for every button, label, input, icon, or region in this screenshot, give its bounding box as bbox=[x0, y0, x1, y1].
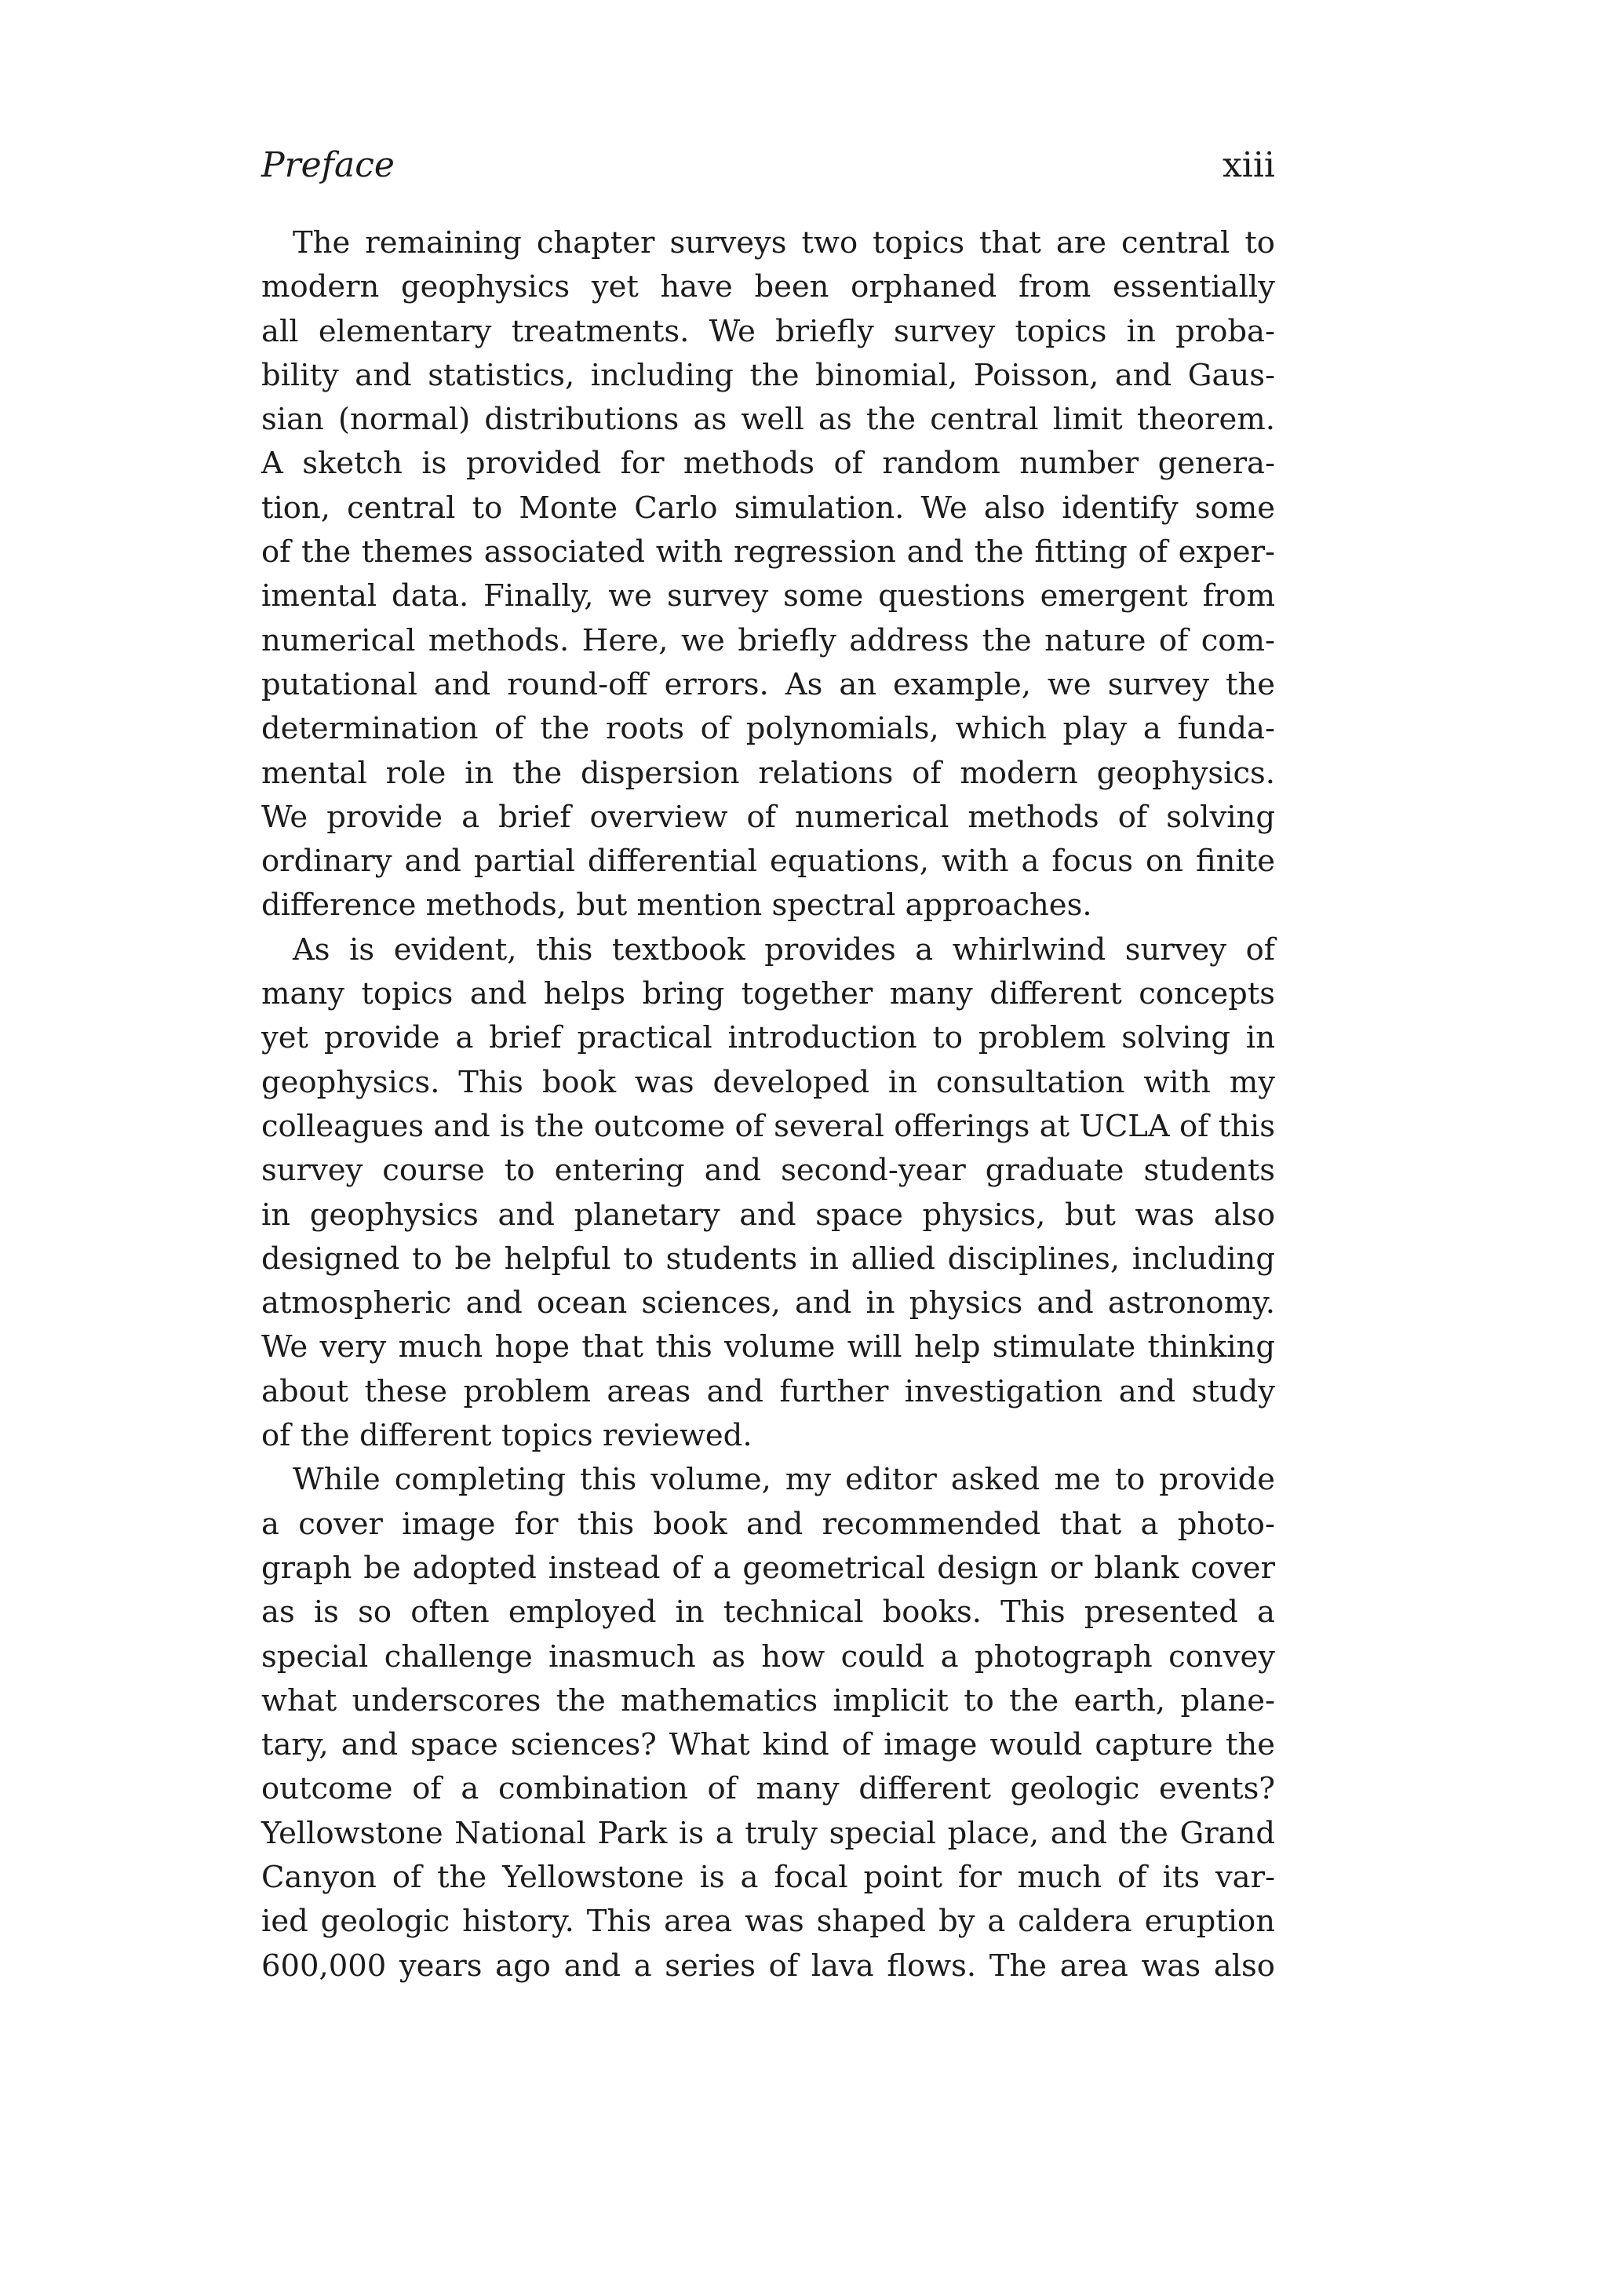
text-line: ied geologic history. This area was shaped by a caldera eruption bbox=[261, 1904, 1275, 1940]
text-line: ordinary and partial differential equations, with a focus on finite bbox=[261, 844, 1275, 880]
body-text bbox=[261, 221, 1275, 1988]
text-line: tary, and space sciences? What kind of image would capture the bbox=[261, 1727, 1275, 1763]
running-title: Preface bbox=[261, 145, 395, 185]
text-line: colleagues and is the outcome of several offerings at UCLA of this bbox=[261, 1108, 1275, 1144]
text-line: We provide a brief overview of numerical methods of solving bbox=[261, 799, 1275, 835]
text-line: tion, central to Monte Carlo simulation. We also identify some bbox=[261, 490, 1275, 526]
text-line: a cover image for this book and recommended that a photo- bbox=[261, 1506, 1275, 1542]
text-line: yet provide a brief practical introduction to problem solving in bbox=[261, 1020, 1275, 1056]
text-line: mental role in the dispersion relations of modern geophysics. bbox=[261, 755, 1275, 791]
paragraph bbox=[261, 221, 1275, 928]
text-line: geophysics. This book was developed in consultation with my bbox=[261, 1064, 1275, 1100]
text-line: in geophysics and planetary and space physics, but was also bbox=[261, 1197, 1275, 1233]
paragraph bbox=[261, 1458, 1275, 1988]
text-line: bility and statistics, including the binomial, Poisson, and Gaus- bbox=[261, 357, 1275, 393]
text-line: atmospheric and ocean sciences, and in physics and astronomy. bbox=[261, 1285, 1275, 1321]
text-line: determination of the roots of polynomials, which play a funda- bbox=[261, 711, 1275, 747]
running-head bbox=[261, 145, 1275, 192]
text-line: survey course to entering and second-year graduate students bbox=[261, 1153, 1275, 1189]
text-line: special challenge inasmuch as how could a photograph convey bbox=[261, 1638, 1275, 1675]
text-line: As is evident, this textbook provides a whirlwind survey of bbox=[293, 931, 1275, 968]
text-line: about these problem areas and further investigation and study bbox=[261, 1373, 1275, 1409]
text-line: putational and round-off errors. As an example, we survey the bbox=[261, 666, 1275, 702]
text-line: designed to be helpful to students in allied disciplines, including bbox=[261, 1241, 1275, 1277]
text-line: A sketch is provided for methods of random number genera- bbox=[261, 446, 1275, 482]
text-line: imental data. Finally, we survey some questions emergent from bbox=[261, 578, 1275, 614]
text-line: as is so often employed in technical books. This presented a bbox=[261, 1594, 1275, 1631]
text-line: of the different topics reviewed. bbox=[261, 1418, 752, 1454]
text-line: We very much hope that this volume will help stimulate thinking bbox=[261, 1329, 1275, 1365]
paragraph bbox=[261, 928, 1275, 1459]
text-line: 600,000 years ago and a series of lava flows. The area was also bbox=[261, 1948, 1275, 1984]
text-line: Yellowstone National Park is a truly special place, and the Grand bbox=[261, 1815, 1275, 1851]
text-line: all elementary treatments. We briefly survey topics in proba- bbox=[261, 313, 1275, 349]
text-line: outcome of a combination of many different geologic events? bbox=[261, 1771, 1275, 1807]
text-line: The remaining chapter surveys two topics that are central to bbox=[293, 225, 1275, 261]
page-number: xiii bbox=[1222, 145, 1275, 185]
text-line: sian (normal) distributions as well as the central limit theorem. bbox=[261, 402, 1275, 438]
text-line: what underscores the mathematics implicit to the earth, plane- bbox=[261, 1682, 1275, 1718]
text-line: many topics and helps bring together many different concepts bbox=[261, 976, 1275, 1012]
text-line: modern geophysics yet have been orphaned from essentially bbox=[261, 269, 1275, 305]
text-line: of the themes associated with regression and the fitting of exper- bbox=[261, 534, 1275, 570]
text-line: numerical methods. Here, we briefly address the nature of com- bbox=[261, 622, 1275, 658]
text-line: difference methods, but mention spectral approaches. bbox=[261, 887, 1092, 924]
text-line: While completing this volume, my editor asked me to provide bbox=[293, 1462, 1275, 1498]
text-line: graph be adopted instead of a geometrical design or blank cover bbox=[261, 1550, 1275, 1586]
text-line: Canyon of the Yellowstone is a focal point for much of its var- bbox=[261, 1859, 1275, 1895]
